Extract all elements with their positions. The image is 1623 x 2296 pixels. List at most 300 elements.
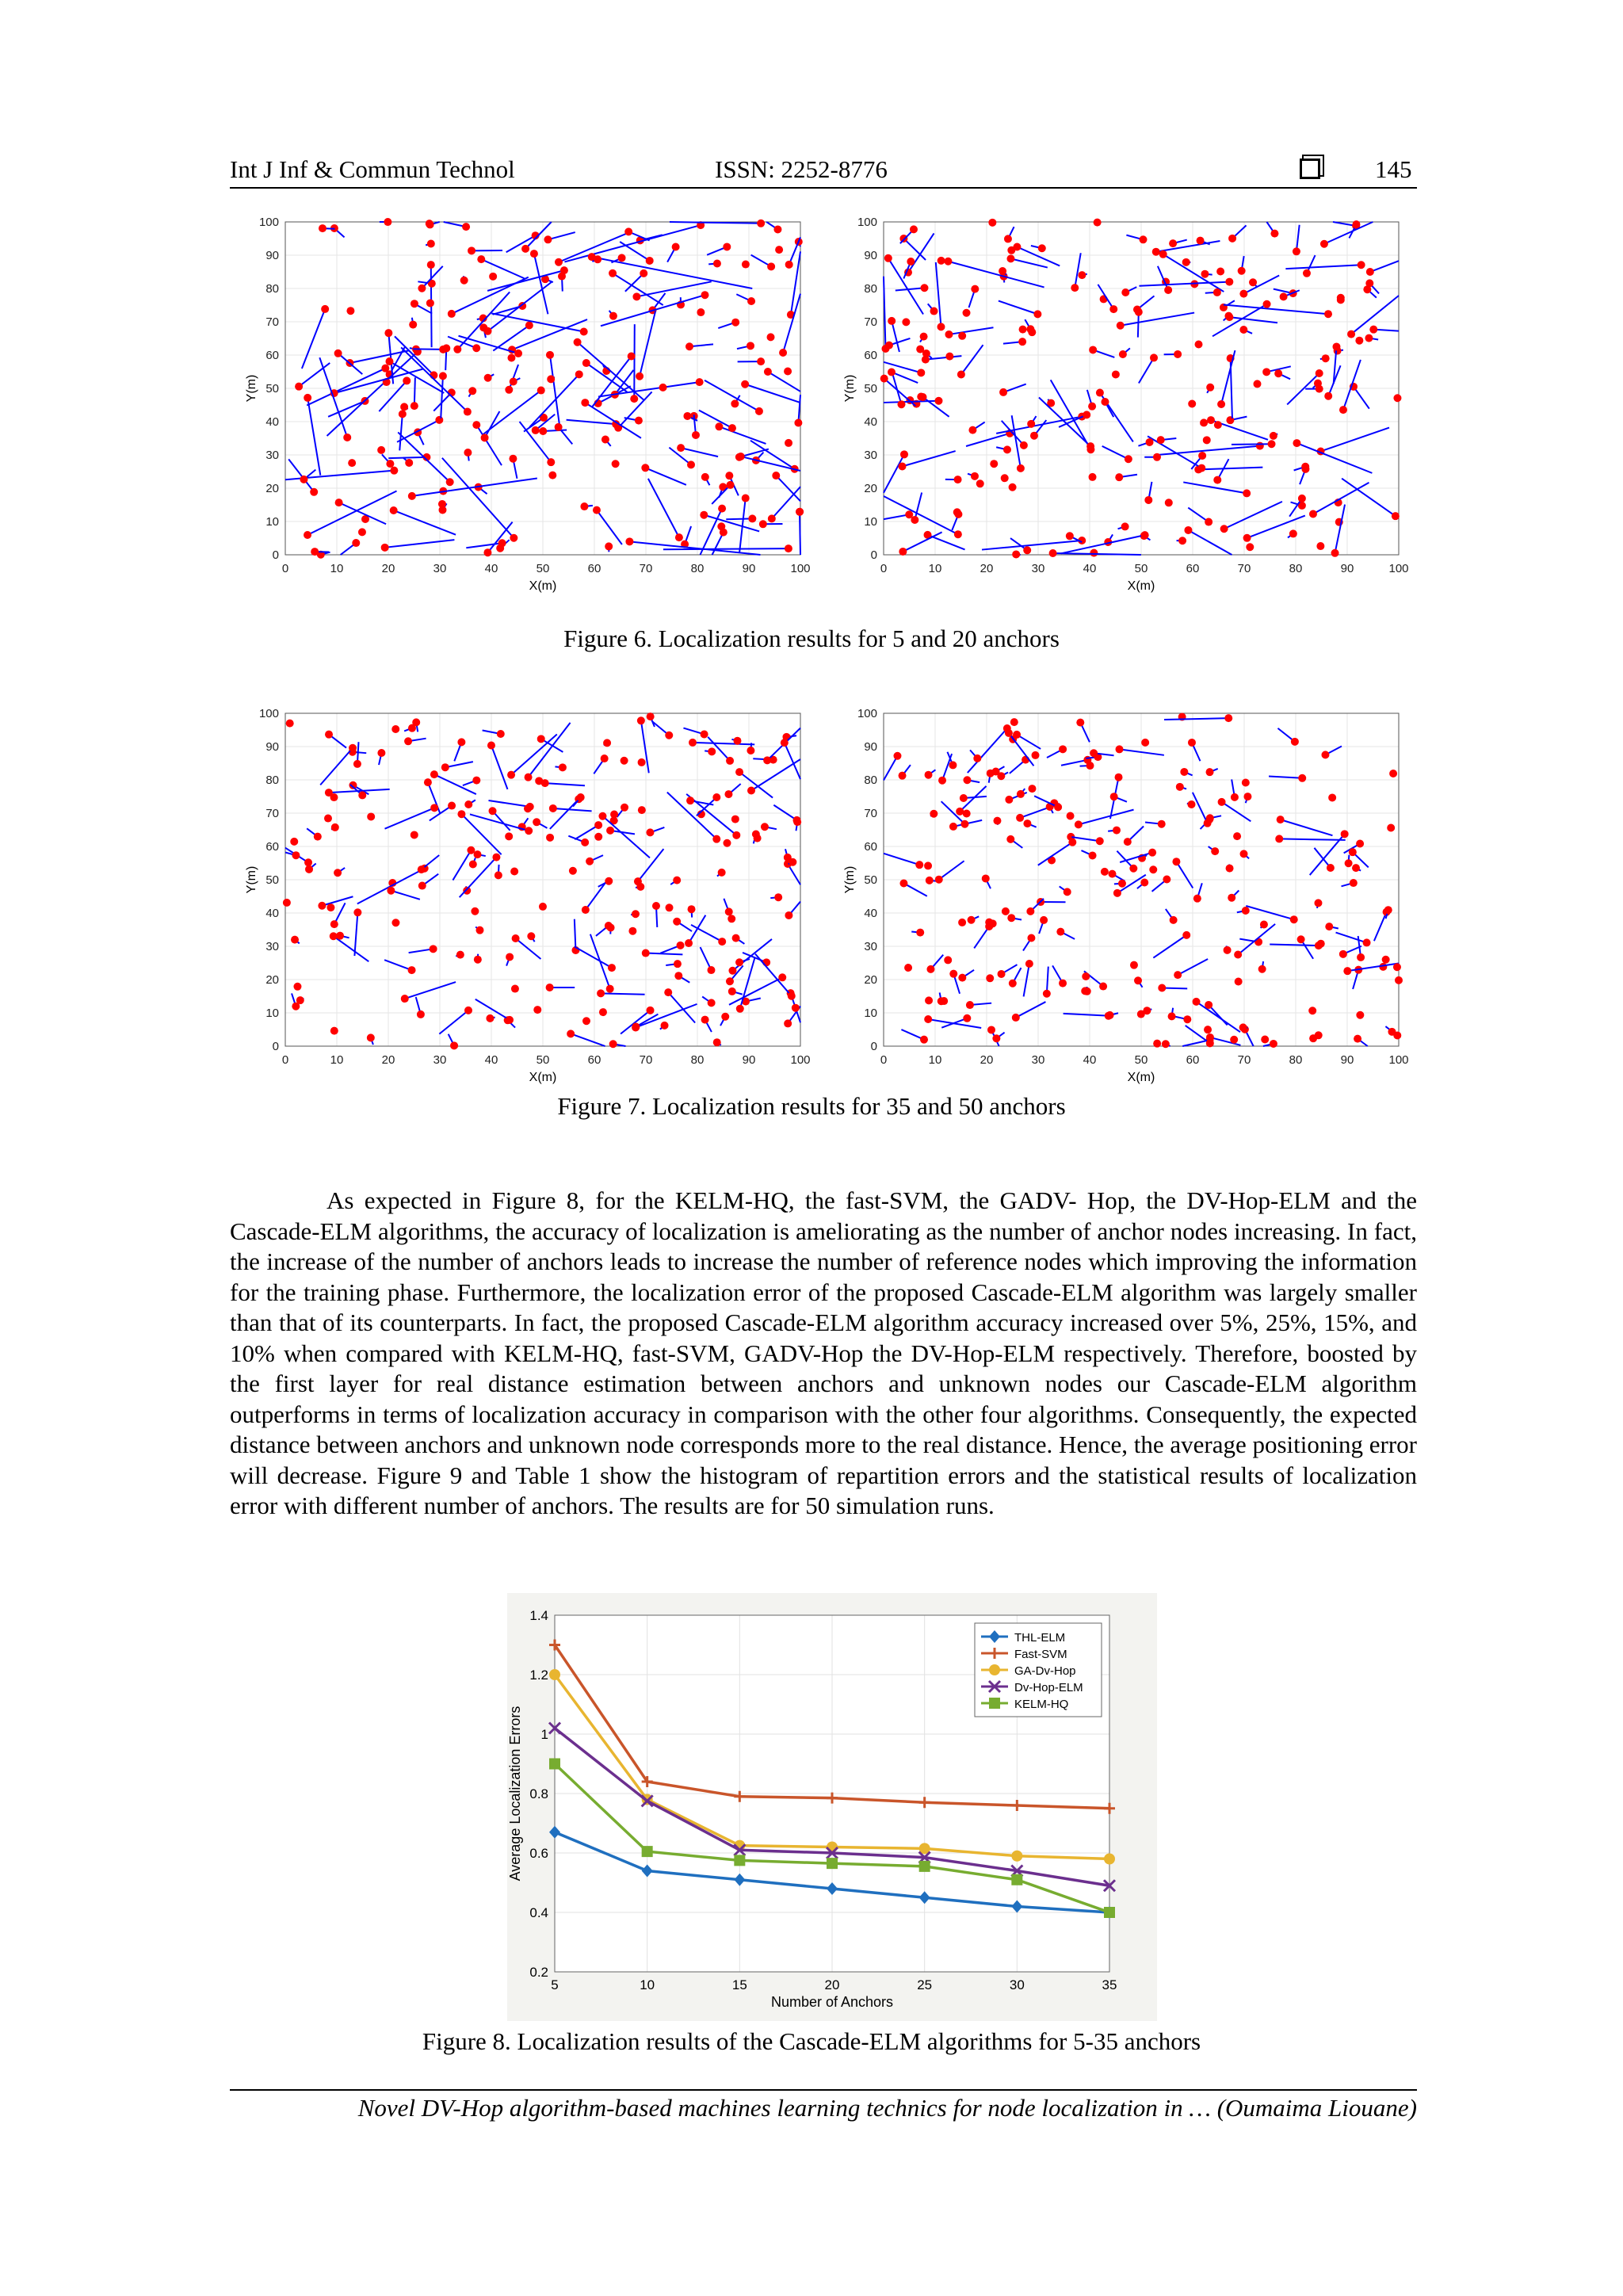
node-marker — [510, 377, 517, 385]
node-marker — [487, 741, 495, 749]
node-marker — [1224, 312, 1232, 320]
y-axis-label: Average Localization Errors — [507, 1706, 523, 1881]
node-marker — [625, 537, 633, 545]
y-tick-label: 0.2 — [529, 1965, 548, 1980]
node-marker — [544, 235, 552, 243]
node-marker — [1213, 288, 1221, 296]
node-marker — [1356, 839, 1364, 847]
node-marker — [352, 539, 360, 547]
node-marker — [381, 365, 389, 372]
node-marker — [1214, 421, 1222, 429]
node-marker — [1270, 1040, 1277, 1048]
node-marker — [792, 1004, 800, 1012]
node-marker — [768, 514, 776, 522]
node-marker — [637, 716, 645, 724]
node-marker — [411, 300, 418, 308]
running-header-journal: Int J Inf & Commun Technol — [230, 155, 515, 183]
node-marker — [945, 330, 953, 338]
node-marker — [1393, 963, 1401, 971]
y-tick-label: 50 — [265, 382, 279, 395]
node-marker — [548, 472, 556, 479]
node-marker — [460, 277, 468, 285]
node-marker — [533, 1006, 541, 1014]
node-marker — [497, 730, 505, 738]
node-marker — [1331, 549, 1339, 557]
node-marker — [427, 261, 435, 269]
node-marker — [472, 421, 480, 429]
node-marker — [640, 269, 647, 277]
node-marker — [1137, 1010, 1145, 1018]
node-marker — [1162, 1040, 1170, 1048]
node-marker — [747, 747, 754, 755]
x-tick-label: 5 — [551, 1977, 559, 1992]
node-marker — [721, 1013, 729, 1021]
node-marker — [1089, 851, 1097, 859]
node-marker — [741, 380, 749, 388]
node-marker — [330, 1027, 338, 1035]
node-marker — [788, 992, 796, 1000]
node-marker — [958, 332, 966, 340]
node-marker — [661, 1022, 669, 1030]
x-tick-label: 90 — [742, 562, 756, 575]
node-marker — [1182, 931, 1190, 939]
x-tick-label: 40 — [1083, 1053, 1097, 1067]
node-marker — [727, 481, 735, 489]
node-marker — [555, 258, 563, 266]
y-tick-label: 1.4 — [529, 1608, 548, 1623]
node-marker — [1315, 942, 1323, 949]
node-marker — [1303, 269, 1311, 277]
node-marker — [718, 505, 726, 513]
node-marker — [763, 756, 771, 764]
x-tick-label: 60 — [587, 1053, 601, 1067]
node-marker — [1309, 510, 1317, 518]
node-marker — [926, 965, 934, 973]
node-marker — [899, 880, 907, 888]
node-marker — [612, 460, 620, 468]
error-line — [601, 993, 644, 994]
node-marker — [632, 1022, 640, 1030]
node-marker — [1140, 879, 1148, 887]
node-marker — [1004, 235, 1012, 243]
node-marker — [318, 902, 326, 910]
node-marker — [1018, 338, 1026, 346]
y-tick-label: 60 — [265, 349, 279, 362]
node-marker — [1324, 392, 1332, 400]
node-marker — [646, 828, 654, 836]
node-marker — [1028, 785, 1036, 793]
node-marker — [1164, 286, 1172, 294]
node-marker — [1013, 243, 1021, 250]
node-marker — [708, 999, 716, 1007]
node-marker — [920, 284, 928, 292]
node-marker — [998, 970, 1006, 978]
node-marker — [1392, 512, 1400, 520]
node-marker — [666, 904, 674, 911]
figure6-plot-right — [836, 214, 1415, 602]
y-tick-label: 10 — [864, 515, 877, 529]
data-point — [1104, 1907, 1115, 1918]
node-marker — [642, 949, 650, 957]
node-marker — [1352, 220, 1360, 228]
node-marker — [1363, 938, 1371, 946]
node-marker — [1193, 895, 1201, 903]
y-tick-label: 30 — [864, 449, 877, 462]
node-marker — [1150, 353, 1158, 361]
legend-label: Fast-SVM — [1014, 1648, 1067, 1661]
node-marker — [785, 439, 792, 447]
node-marker — [960, 820, 968, 828]
data-point — [734, 1855, 745, 1866]
node-marker — [742, 495, 750, 502]
node-marker — [976, 479, 984, 487]
node-marker — [1357, 953, 1365, 961]
node-marker — [1203, 436, 1211, 444]
node-marker — [1197, 464, 1205, 472]
node-marker — [920, 1036, 928, 1044]
node-marker — [1141, 531, 1149, 539]
y-tick-label: 100 — [857, 216, 877, 229]
x-tick-label: 10 — [640, 1977, 655, 1992]
node-marker — [1365, 279, 1373, 287]
node-marker — [757, 220, 765, 227]
node-marker — [511, 985, 519, 993]
node-marker — [701, 730, 708, 738]
node-marker — [1081, 987, 1089, 995]
y-tick-label: 20 — [265, 973, 279, 987]
y-tick-label: 30 — [265, 449, 279, 462]
node-marker — [904, 964, 912, 972]
y-tick-label: 0 — [272, 548, 279, 562]
node-marker — [1231, 793, 1239, 801]
legend-label: KELM-HQ — [1014, 1698, 1069, 1711]
node-marker — [582, 1017, 590, 1025]
node-marker — [1387, 823, 1395, 831]
node-marker — [1163, 876, 1170, 884]
node-marker — [581, 839, 589, 846]
node-marker — [880, 375, 888, 383]
node-marker — [509, 455, 517, 463]
node-marker — [296, 996, 304, 1004]
node-marker — [784, 367, 792, 375]
node-marker — [1235, 977, 1243, 985]
node-marker — [963, 809, 971, 817]
node-marker — [439, 372, 447, 380]
y-tick-label: 100 — [857, 707, 877, 720]
x-tick-label: 35 — [1102, 1977, 1117, 1992]
node-marker — [1002, 907, 1010, 915]
x-tick-label: 100 — [1388, 562, 1409, 575]
node-marker — [598, 812, 606, 820]
node-marker — [762, 958, 770, 966]
data-point — [827, 1858, 838, 1869]
node-marker — [731, 319, 739, 327]
x-tick-label: 20 — [381, 1053, 395, 1067]
node-marker — [944, 956, 952, 964]
node-marker — [418, 882, 426, 890]
data-point — [919, 1861, 930, 1872]
node-marker — [605, 877, 613, 885]
node-marker — [1006, 254, 1014, 262]
y-tick-label: 0.6 — [529, 1846, 548, 1861]
node-marker — [537, 735, 545, 743]
node-marker — [559, 763, 567, 771]
x-axis-label: X(m) — [529, 1071, 557, 1084]
node-marker — [1233, 832, 1241, 840]
node-marker — [1139, 235, 1147, 243]
node-marker — [1071, 284, 1079, 292]
node-marker — [1205, 518, 1212, 526]
x-tick-label: 20 — [980, 562, 994, 575]
node-marker — [685, 342, 693, 350]
node-marker — [1089, 346, 1097, 353]
node-marker — [971, 285, 979, 293]
node-marker — [1205, 1001, 1212, 1009]
node-marker — [963, 309, 971, 317]
node-marker — [685, 939, 693, 947]
node-marker — [346, 307, 354, 315]
node-marker — [324, 815, 332, 823]
node-marker — [1090, 749, 1098, 757]
node-marker — [489, 807, 497, 815]
node-marker — [900, 450, 908, 458]
y-tick-label: 0.4 — [529, 1905, 548, 1920]
node-marker — [708, 747, 716, 755]
node-marker — [930, 308, 938, 315]
node-marker — [1067, 812, 1075, 820]
y-tick-label: 90 — [864, 740, 877, 754]
node-marker — [999, 267, 1006, 275]
node-marker — [1125, 455, 1132, 463]
node-marker — [1141, 739, 1149, 747]
node-marker — [794, 419, 802, 427]
node-marker — [594, 821, 602, 829]
node-marker — [1355, 337, 1363, 345]
node-marker — [954, 476, 962, 483]
x-tick-label: 70 — [639, 1053, 653, 1067]
x-tick-label: 0 — [880, 562, 888, 575]
node-marker — [1013, 731, 1021, 739]
y-tick-label: 0 — [870, 548, 877, 562]
node-marker — [560, 266, 568, 274]
node-marker — [1012, 550, 1020, 558]
node-marker — [304, 394, 311, 402]
node-marker — [1078, 271, 1086, 279]
node-marker — [915, 861, 923, 869]
data-point — [1011, 1874, 1022, 1885]
node-marker — [1289, 529, 1297, 537]
node-marker — [377, 446, 385, 454]
node-marker — [935, 876, 943, 884]
node-marker — [985, 923, 993, 930]
node-marker — [731, 816, 739, 823]
y-tick-label: 90 — [864, 249, 877, 262]
x-axis-label: X(m) — [1127, 1071, 1155, 1084]
node-marker — [603, 739, 611, 747]
node-marker — [1121, 288, 1129, 296]
y-tick-label: 1 — [540, 1727, 548, 1742]
node-marker — [677, 942, 685, 949]
node-marker — [300, 476, 307, 483]
y-tick-label: 80 — [864, 282, 877, 296]
node-marker — [1322, 354, 1330, 362]
x-tick-label: 30 — [433, 1053, 447, 1067]
figure6-plot-left — [238, 214, 816, 602]
node-marker — [408, 724, 416, 732]
node-marker — [1026, 325, 1034, 333]
node-marker — [1135, 308, 1143, 316]
node-marker — [1280, 292, 1288, 300]
node-marker — [1152, 248, 1160, 256]
node-marker — [546, 984, 554, 991]
node-marker — [726, 757, 734, 765]
node-marker — [546, 351, 554, 359]
node-marker — [424, 778, 432, 786]
node-marker — [1059, 745, 1067, 753]
node-marker — [464, 800, 472, 808]
node-marker — [1316, 385, 1323, 393]
node-marker — [1316, 542, 1324, 550]
node-marker — [674, 960, 682, 968]
node-marker — [474, 956, 482, 964]
node-marker — [1003, 445, 1011, 453]
node-marker — [390, 506, 398, 514]
node-marker — [427, 240, 435, 248]
node-marker — [594, 255, 601, 263]
node-marker — [547, 458, 555, 466]
y-tick-label: 90 — [265, 740, 279, 754]
x-tick-label: 70 — [639, 562, 653, 575]
node-marker — [899, 772, 907, 780]
node-marker — [910, 225, 918, 233]
node-marker — [990, 460, 998, 468]
x-tick-label: 90 — [1340, 1053, 1354, 1067]
y-tick-label: 10 — [265, 1007, 279, 1020]
node-marker — [1007, 914, 1015, 922]
node-marker — [537, 387, 545, 395]
node-marker — [505, 832, 513, 840]
node-marker — [735, 958, 743, 966]
node-marker — [400, 403, 408, 411]
node-marker — [1239, 1023, 1247, 1031]
node-marker — [1316, 369, 1323, 377]
x-tick-label: 80 — [690, 562, 705, 575]
node-marker — [992, 1034, 1000, 1042]
node-marker — [1218, 798, 1226, 806]
node-marker — [1328, 793, 1336, 801]
node-marker — [1365, 334, 1373, 342]
node-marker — [1290, 915, 1298, 923]
node-marker — [1197, 237, 1205, 245]
node-marker — [593, 506, 601, 514]
x-tick-label: 20 — [980, 1053, 994, 1067]
node-marker — [1270, 230, 1278, 238]
node-marker — [1358, 261, 1365, 269]
node-marker — [539, 427, 547, 435]
node-marker — [713, 259, 721, 267]
node-marker — [659, 384, 667, 392]
node-marker — [384, 218, 391, 226]
node-marker — [521, 245, 529, 253]
node-marker — [1217, 400, 1225, 408]
error-line — [663, 548, 789, 549]
error-line — [414, 377, 415, 406]
node-marker — [448, 310, 456, 318]
node-marker — [683, 412, 691, 420]
node-marker — [314, 833, 322, 841]
y-tick-label: 50 — [864, 873, 877, 887]
x-tick-label: 50 — [1134, 562, 1148, 575]
node-marker — [785, 544, 792, 552]
node-marker — [327, 904, 334, 911]
node-marker — [469, 860, 477, 868]
node-marker — [1169, 239, 1177, 247]
node-marker — [555, 423, 563, 431]
node-marker — [606, 985, 614, 993]
node-marker — [772, 472, 780, 479]
node-marker — [966, 1001, 974, 1009]
y-tick-label: 100 — [258, 707, 279, 720]
node-marker — [1262, 368, 1270, 376]
node-marker — [899, 548, 907, 556]
node-marker — [1242, 779, 1250, 787]
node-marker — [893, 752, 901, 760]
node-marker — [1170, 916, 1178, 924]
node-marker — [723, 243, 731, 250]
node-marker — [949, 761, 957, 769]
node-marker — [1369, 326, 1377, 334]
node-marker — [377, 749, 385, 757]
node-marker — [304, 858, 312, 866]
y-tick-label: 10 — [265, 515, 279, 529]
node-marker — [647, 1007, 655, 1014]
node-marker — [701, 291, 709, 299]
x-tick-label: 25 — [917, 1977, 933, 1992]
y-tick-label: 60 — [864, 840, 877, 854]
node-marker — [688, 905, 696, 913]
figure7-plot-left — [238, 705, 816, 1094]
node-marker — [1293, 439, 1300, 447]
node-marker — [505, 386, 513, 394]
node-marker — [954, 510, 962, 518]
node-marker — [1200, 418, 1208, 426]
node-marker — [601, 436, 609, 444]
node-marker — [1016, 814, 1024, 822]
node-marker — [999, 388, 1007, 396]
node-marker — [457, 738, 465, 746]
node-marker — [525, 774, 533, 781]
node-marker — [403, 376, 411, 384]
node-marker — [638, 758, 646, 766]
node-marker — [938, 997, 945, 1005]
node-marker — [349, 744, 357, 752]
node-marker — [475, 926, 483, 934]
node-marker — [689, 739, 697, 747]
chart-legend — [975, 1623, 1102, 1717]
data-point — [827, 1842, 838, 1853]
node-marker — [468, 387, 476, 395]
x-tick-label: 30 — [1009, 1977, 1025, 1992]
node-marker — [673, 877, 681, 884]
node-marker — [486, 1014, 494, 1022]
x-tick-label: 70 — [1237, 1053, 1251, 1067]
node-marker — [1101, 868, 1109, 876]
node-marker — [701, 1016, 709, 1024]
node-marker — [785, 261, 793, 269]
node-marker — [409, 321, 417, 329]
node-marker — [635, 417, 643, 425]
x-tick-label: 60 — [587, 562, 601, 575]
